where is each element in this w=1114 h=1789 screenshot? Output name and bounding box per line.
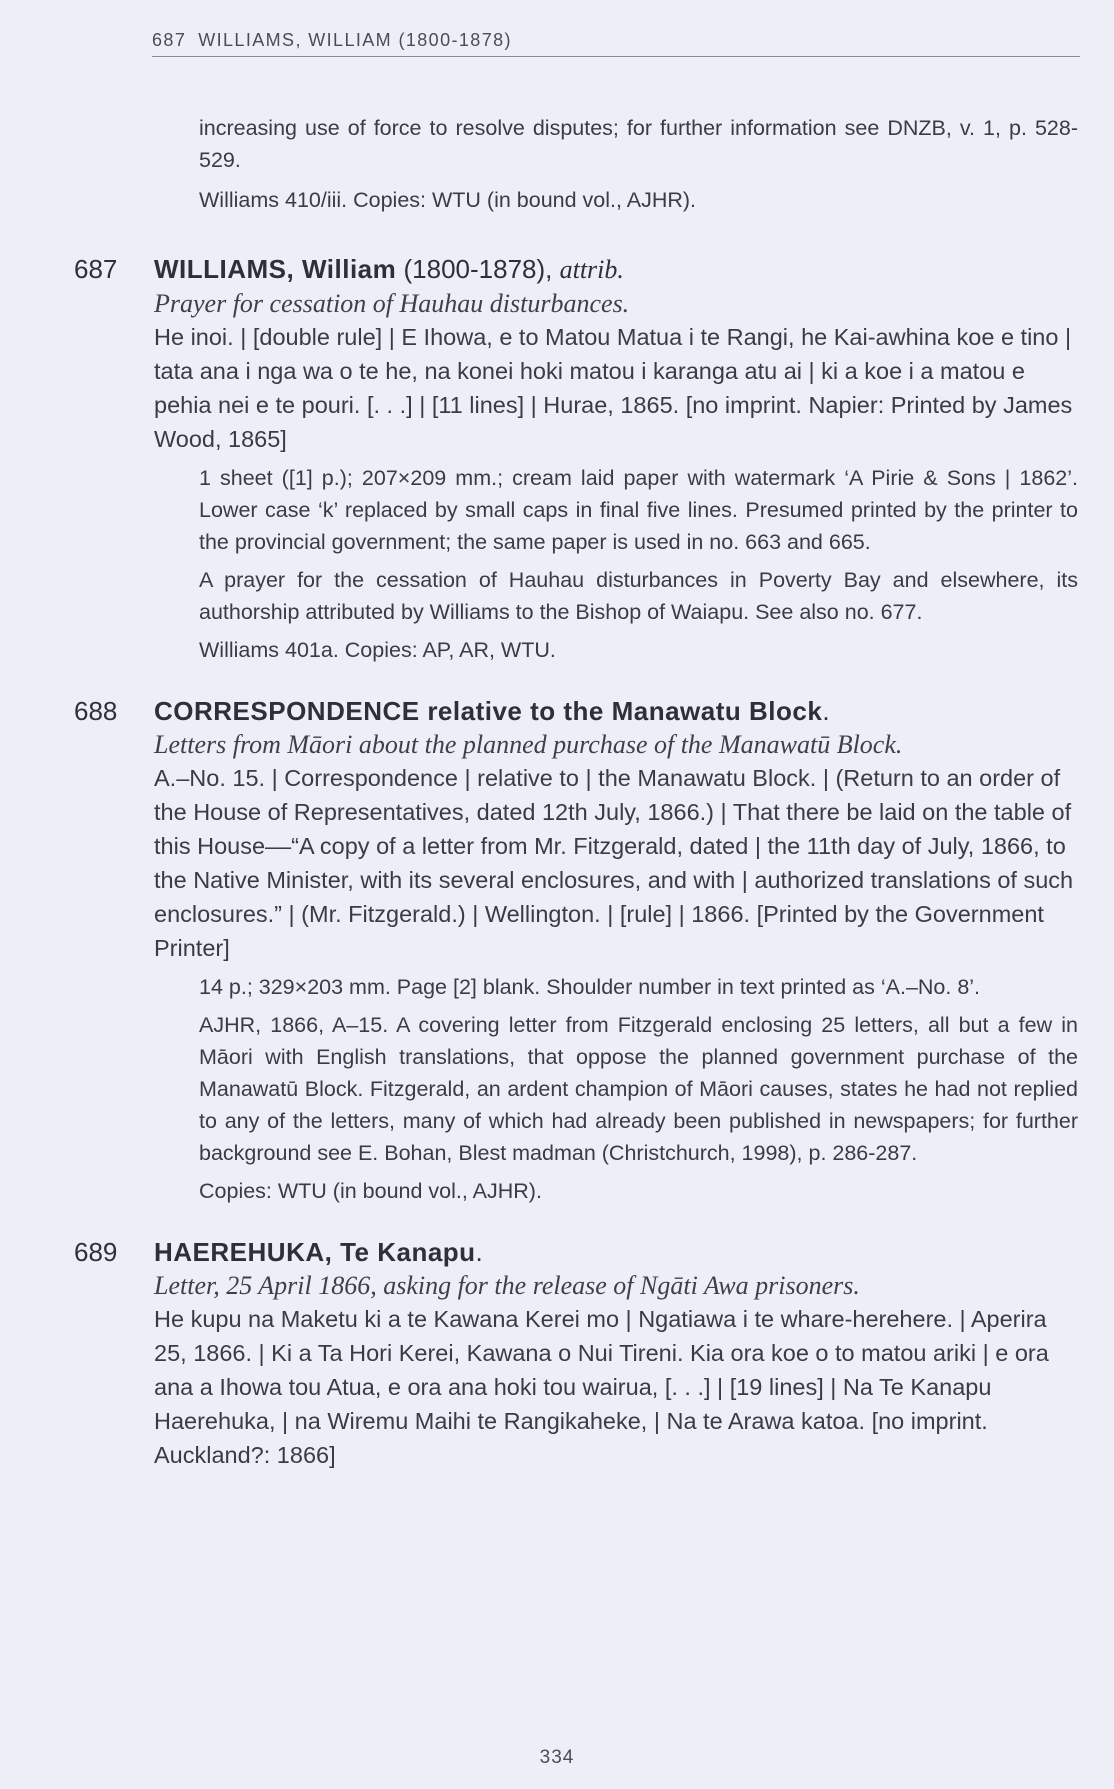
entry-heading [154,1235,1078,1269]
page-body [0,112,1114,1472]
entry-dates: . [822,696,830,726]
entry-heading [154,252,1078,287]
entry-note-description: AJHR, 1866, A–15. A covering letter from Fitzgerald enclosing 25 letters, all but a few in Māori with English translations, that oppose the planned government purchase of the Manawatū Block. Fitzgerald, an ardent champion of Māori causes, states he had not replied to any of the letters, many of which had already been published in newspapers; for further background see E. Bohan, Blest madman (Christchurch, 1998), p. 286-287. [199,1013,1078,1165]
entry-note-copies: Williams 401a. Copies: AP, AR, WTU. [199,638,556,662]
entry-author: HAEREHUKA, Te Kanapu [154,1237,476,1267]
entry-attrib: attrib. [559,255,624,284]
entry-note-physical: 14 p.; 329×203 mm. Page [2] blank. Shoulder number in text printed as ‘A.–No. 8’. [199,975,981,999]
entry-689 [0,1235,1114,1472]
running-header [152,30,1080,57]
entry-author: WILLIAMS, William [154,254,397,284]
header-number: 687 [152,30,187,50]
entry-heading [154,694,1078,728]
entry-687 [0,252,1114,666]
page-number: 334 [539,1747,575,1768]
entry-transcription: He inoi. | [double rule] | E Ihowa, e to Matou Matua i te Rangi, he Kai-awhina koe e tino | tata ana i nga wa o te he, na konei hoki matou i karanga atu ai | ki a koe i a matou e pehia nei e te pouri. [. . .] | [11 lines] | Hurae, 1865. [no imprint. Napier: Printed by James Wood, 1865] [154,324,1073,452]
entry-author: CORRESPONDENCE relative to the Manawatu Block [154,696,823,726]
entry-dates: (1800-1878), [396,254,560,284]
entry-number: 687 [74,254,118,284]
entry-number: 689 [74,1237,118,1267]
entry-dates: . [475,1237,483,1267]
entry-title: Prayer for cessation of Hauhau disturbances. [154,289,630,318]
entry-title: Letters from Māori about the planned purchase of the Manawatū Block. [154,730,903,759]
entry-transcription: He kupu na Maketu ki a te Kawana Kerei mo | Ngatiawa i te whare-herehere. | Aperira 25, 1866. | Ki a Ta Hori Kerei, Kawana o Nui Tireni. Kia ora koe o to matou ariki | e ora ana a Ihowa tou Atua, e ora ana hoki tou wairua, [. . .] | [19 lines] | Na Te Kanapu Haerehuka, | na Wiremu Maihi te Rangikaheke, | Na te Arawa katoa. [no imprint. Auckland?: 1866] [154,1306,1049,1468]
continuation-copies: Williams 410/iii. Copies: WTU (in bound vol., AJHR). [199,188,697,212]
entry-number: 688 [74,696,118,726]
entry-title: Letter, 25 April 1866, asking for the release of Ngāti Awa prisoners. [154,1271,860,1300]
entry-transcription: A.–No. 15. | Correspondence | relative to | the Manawatu Block. | (Return to an order of the House of Representatives, dated 12th July, 1866.) | That there be laid on the table of this House––“A copy of a letter from Mr. Fitzgerald, dated | the 11th day of July, 1866, to the Native Minister, with its several enclosures, and with | authorized translations of such enclosures.” | (Mr. Fitzgerald.) | Wellington. | [rule] | 1866. [Printed by the Government Printer] [154,765,1074,961]
header-title: WILLIAMS, WILLIAM (1800-1878) [198,30,512,50]
entry-688 [0,694,1114,1207]
continuation-paragraph: increasing use of force to resolve disputes; for further information see DNZB, v. 1, p. 528-529. [199,116,1078,172]
entry-note-physical: 1 sheet ([1] p.); 207×209 mm.; cream laid paper with watermark ‘A Pirie & Sons | 1862’. Lower case ‘k’ replaced by small caps in final five lines. Presumed printed by the printer to the provincial government; the same paper is used in no. 663 and 665. [199,466,1078,554]
entry-note-copies: Copies: WTU (in bound vol., AJHR). [199,1179,542,1203]
entry-note-description: A prayer for the cessation of Hauhau disturbances in Poverty Bay and elsewhere, its authorship attributed by Williams to the Bishop of Waiapu. See also no. 677. [199,568,1078,624]
